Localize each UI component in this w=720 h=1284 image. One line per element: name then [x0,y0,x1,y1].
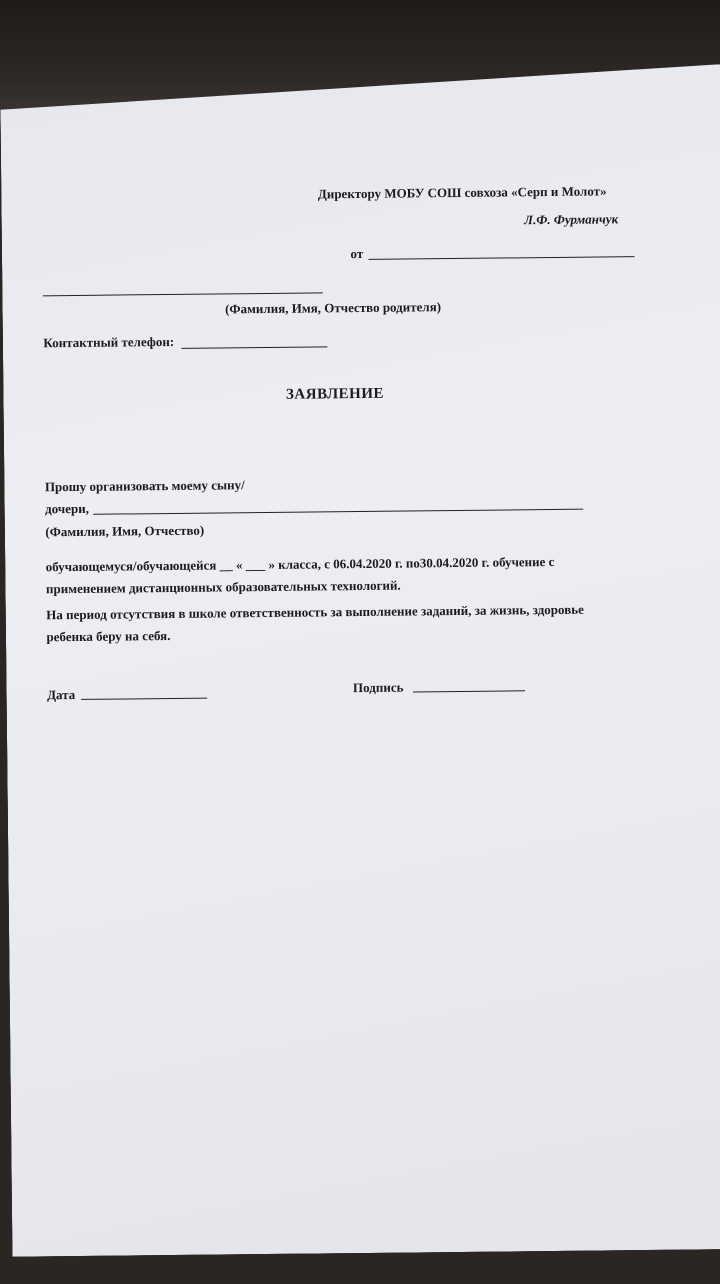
phone-fill-line[interactable] [181,346,327,349]
student-line-a: обучающемуся/обучающейся __ « ___ » класса, с 06.04.2020 г. по30.04.2020 г. обучение с [45,553,555,575]
from-label: от [350,245,364,262]
request-line-1: Прошу организовать моему сыну/ [44,477,245,495]
document-title: ЗАЯВЛЕНИЕ [285,385,385,403]
date-label: Дата [46,686,76,703]
responsibility-line-b: ребенка беру на себя. [46,627,171,645]
parent-fio-caption: (Фамилия, Имя, Отчество родителя) [224,299,442,317]
signature-label: Подпись [352,679,404,696]
request-line-2-label: дочери, [45,500,90,517]
child-fio-fill-line[interactable] [93,509,583,515]
responsibility-line-a: На период отсутствия в школе ответственность за выполнение заданий, за жизнь, здоровье [46,601,584,623]
signature-fill-line[interactable] [413,690,525,692]
child-fio-caption: (Фамилия, Имя, Отчество) [45,522,205,540]
addressee-line-2: Л.Ф. Фурманчук [524,211,619,228]
date-fill-line[interactable] [81,698,207,700]
student-line-b: применением дистанционных образовательных технологий. [45,577,401,597]
parent-fio-fill-line[interactable] [43,292,323,296]
phone-label: Контактный телефон: [43,333,175,351]
addressee-line-1: Директору МОБУ СОШ совхоза «Серп и Молот» [317,183,607,202]
from-fill-line[interactable] [369,256,635,260]
